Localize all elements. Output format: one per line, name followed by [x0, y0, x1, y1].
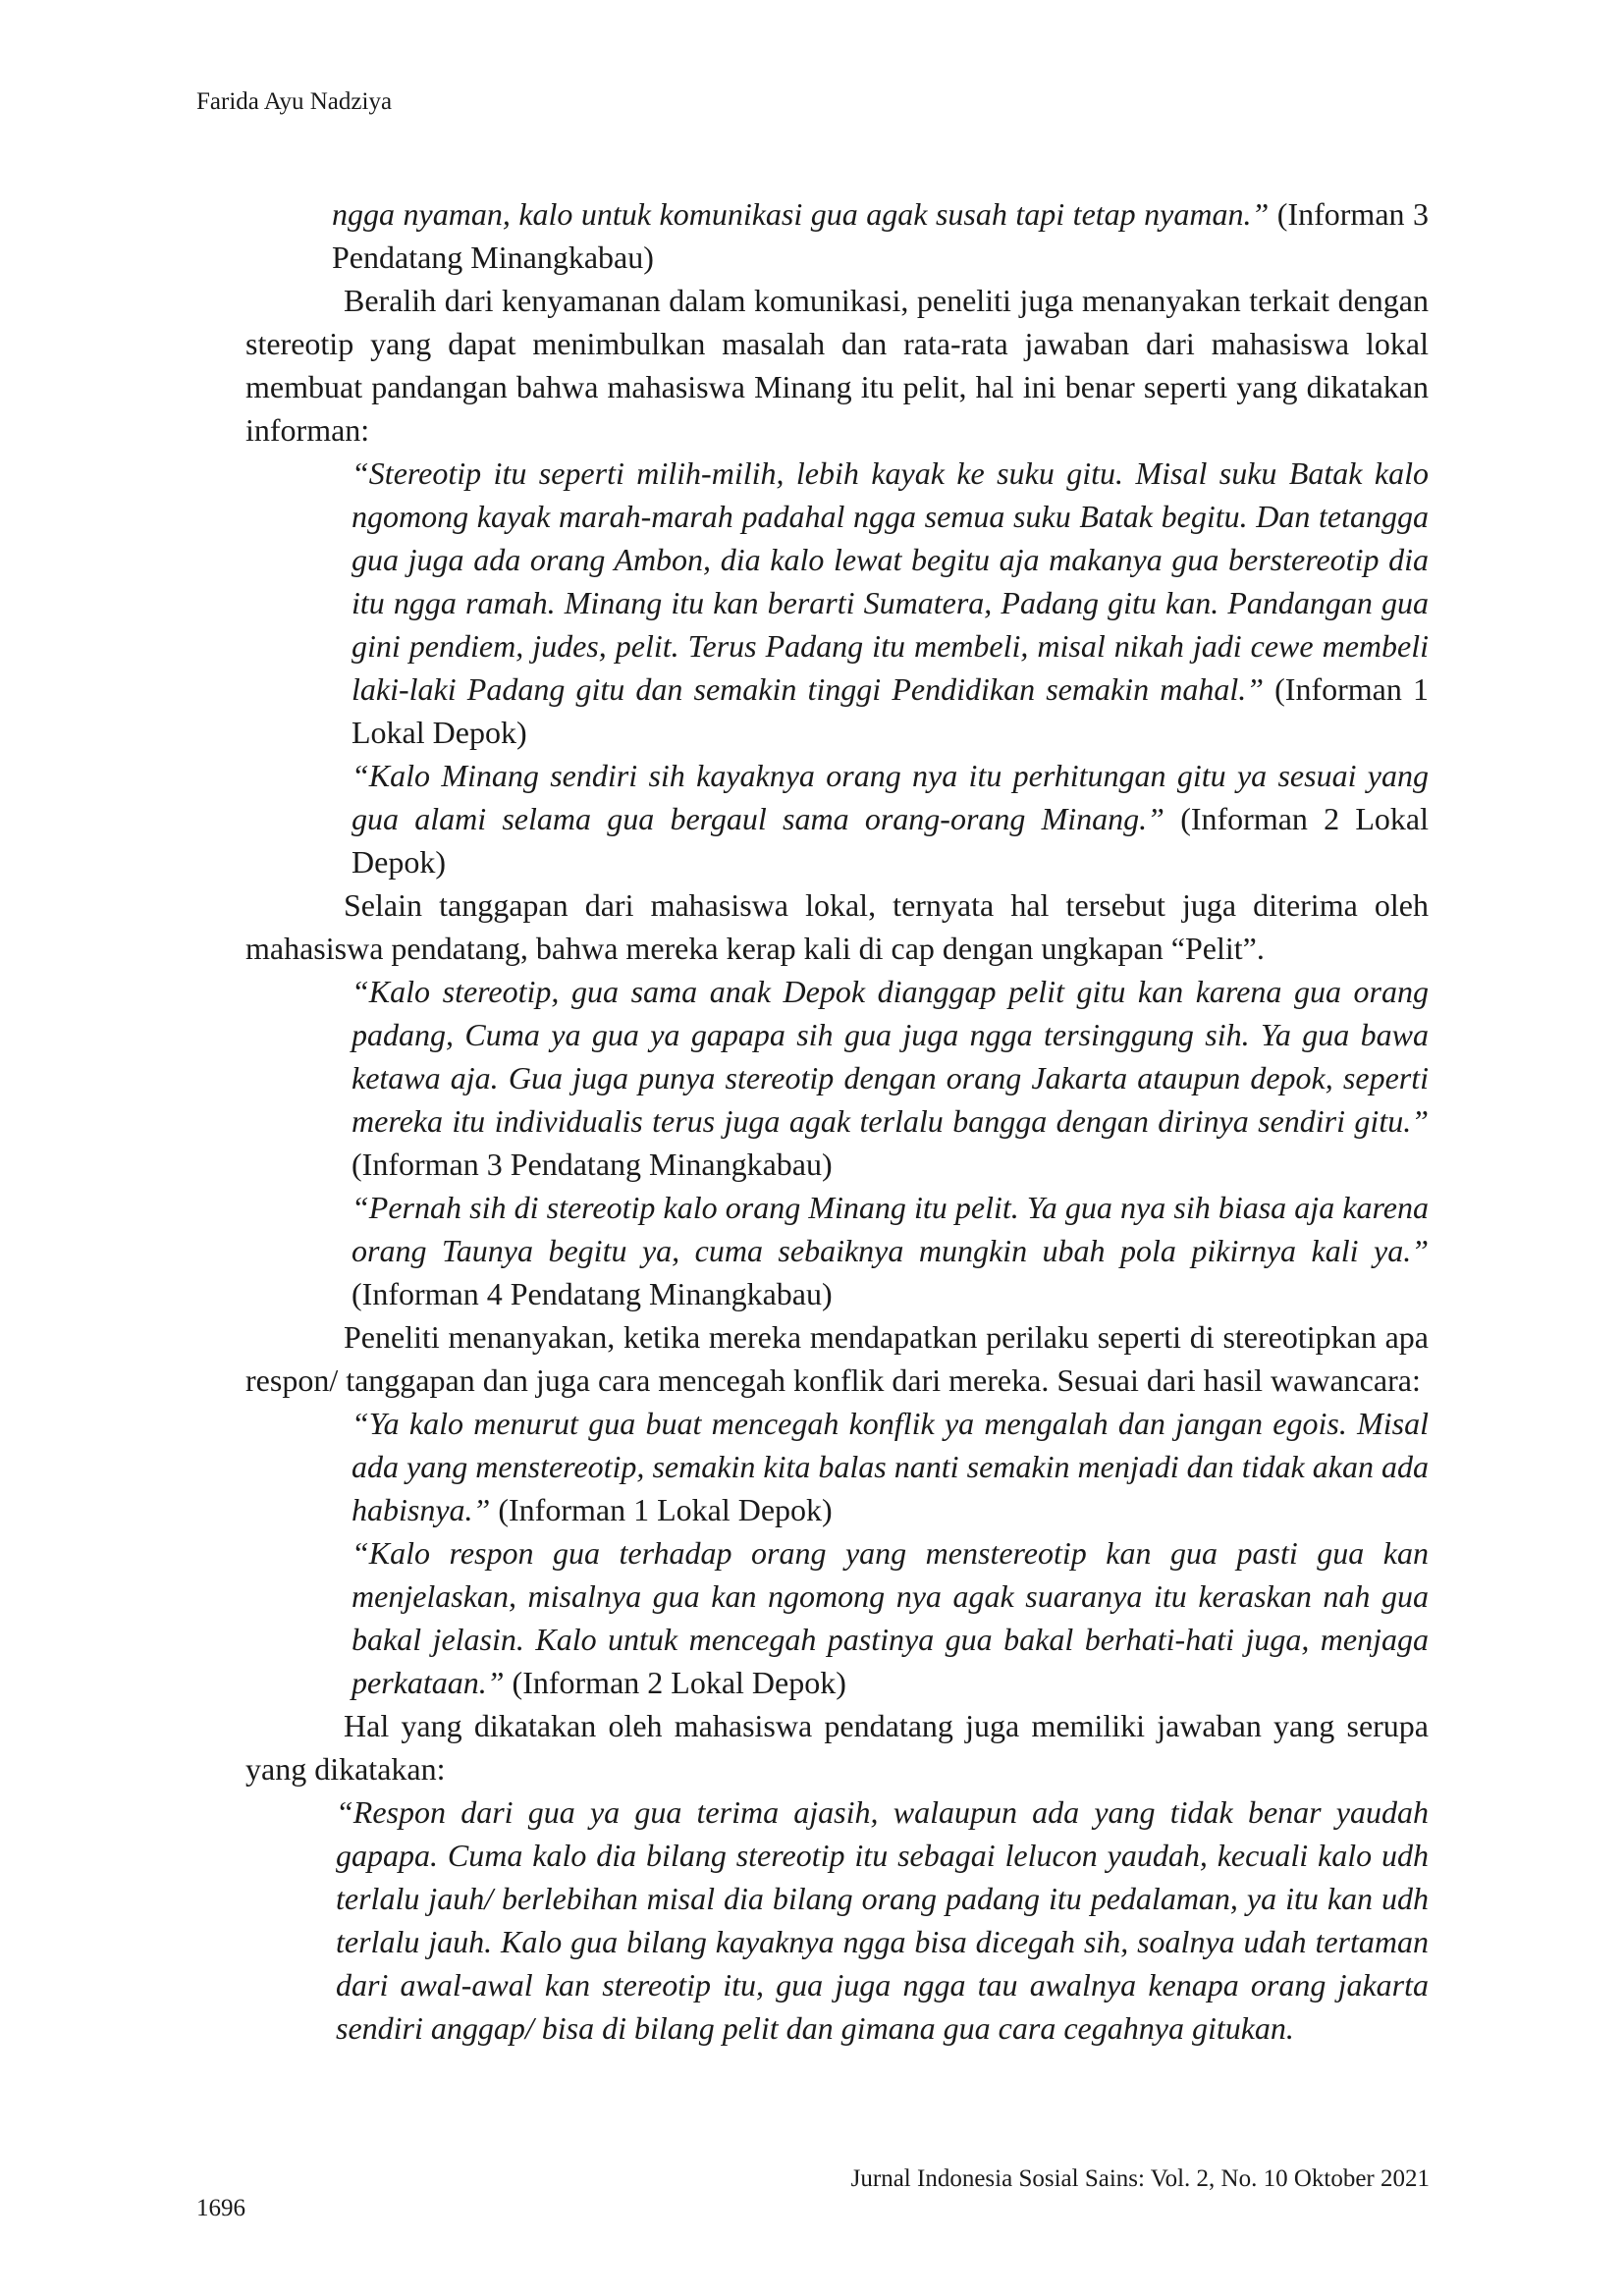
quote-text: “Stereotip itu seperti milih-milih, lebih kayak ke suku gitu. Misal suku Batak kalo ngomong kayak marah-marah padahal ngga semua suku Batak begitu. Dan tetangga gua juga ada orang Ambon, dia kalo lewat begitu aja makanya gua berstereotip dia itu ngga ramah. Minang itu kan berarti Sumatera, Padang gitu kan. Pandangan gua gini pendiem, judes, pelit. Terus Padang itu membeli, misal nikah jadi cewe membeli laki-laki Padang gitu dan semakin tinggi Pendidikan semakin mahal.” [352, 455, 1429, 707]
page-number: 1696 [196, 2195, 245, 2221]
interview-quote [352, 1402, 1429, 1531]
interview-quote [336, 1790, 1429, 2050]
quote-text: “Kalo stereotip, gua sama anak Depok dianggap pelit gitu kan karena gua orang padang, Cuma ya gua ya gapapa sih gua juga ngga tersinggung sih. Ya gua bawa ketawa aja. Gua juga punya stereotip dengan orang Jakarta ataupun depok, seperti mereka itu individualis terus juga agak terlalu bangga dengan dirinya sendiri gitu.” [352, 974, 1429, 1139]
footer-journal-info: Jurnal Indonesia Sosial Sains: Vol. 2, No. 10 Oktober 2021 [850, 2165, 1430, 2192]
article-body [245, 192, 1429, 2050]
interview-quote [332, 192, 1429, 279]
interview-quote [352, 1531, 1429, 1704]
quote-source: (Informan 1 Lokal Depok) [352, 671, 1429, 750]
quote-source: (Informan 2 Lokal Depok) [352, 801, 1430, 880]
body-paragraph: Beralih dari kenyamanan dalam komunikasi, peneliti juga menanyakan terkait dengan stereotip yang dapat menimbulkan masalah dan rata-rata jawaban dari mahasiswa lokal membuat pandangan bahwa mahasiswa Minang itu pelit, hal ini benar seperti yang dikatakan informan: [245, 283, 1429, 448]
interview-quote [352, 970, 1429, 1186]
quote-text: “Kalo Minang sendiri sih kayaknya orang nya itu perhitungan gitu ya sesuai yang gua alami selama gua bergaul sama orang-orang Minang.” [352, 758, 1429, 836]
running-head-author: Farida Ayu Nadziya [196, 88, 393, 115]
quote-source: (Informan 3 Pendatang Minangkabau) [352, 1147, 833, 1182]
body-paragraph: Peneliti menanyakan, ketika mereka mendapatkan perilaku seperti di stereotipkan apa respon/ tanggapan dan juga cara mencegah konflik dari mereka. Sesuai dari hasil wawancara: [245, 1319, 1429, 1398]
quote-source: (Informan 3 Pendatang Minangkabau) [332, 196, 1430, 275]
quote-source: (Informan 4 Pendatang Minangkabau) [352, 1276, 833, 1311]
quote-text: “Respon dari gua ya gua terima ajasih, walaupun ada yang tidak benar yaudah gapapa. Cuma kalo dia bilang stereotip itu sebagai lelucon yaudah, kecuali kalo udh terlalu jauh/ berlebihan misal dia bilang orang padang itu pedalaman, ya itu kan udh terlalu jauh. Kalo gua bilang kayaknya ngga bisa dicegah sih, soalnya udah tertaman dari awal-awal kan stereotip itu, gua juga ngga tau awalnya kenapa orang jakarta sendiri anggap/ bisa di bilang pelit dan gimana gua cara cegahnya gitukan. [336, 1794, 1429, 2046]
interview-quote [352, 1186, 1429, 1315]
quote-text: “Kalo respon gua terhadap orang yang menstereotip kan gua pasti gua kan menjelaskan, misalnya gua kan ngomong nya agak suaranya itu keraskan nah gua bakal jelasin. Kalo untuk mencegah pastinya gua bakal berhati-hati juga, menjaga perkataan.” [352, 1535, 1429, 1700]
quote-text: ngga nyaman, kalo untuk komunikasi gua agak susah tapi tetap nyaman.” [332, 196, 1270, 232]
quote-source: (Informan 1 Lokal Depok) [498, 1492, 833, 1527]
body-paragraph: Hal yang dikatakan oleh mahasiswa pendatang juga memiliki jawaban yang serupa yang dikatakan: [245, 1708, 1429, 1787]
interview-quote [352, 754, 1429, 883]
quote-text: “Ya kalo menurut gua buat mencegah konflik ya mengalah dan jangan egois. Misal ada yang menstereotip, semakin kita balas nanti semakin menjadi dan tidak akan ada habisnya.” [352, 1406, 1429, 1527]
interview-quote [352, 452, 1429, 754]
quote-source: (Informan 2 Lokal Depok) [512, 1665, 846, 1700]
body-paragraph: Selain tanggapan dari mahasiswa lokal, ternyata hal tersebut juga diterima oleh mahasiswa pendatang, bahwa mereka kerap kali di cap dengan ungkapan “Pelit”. [245, 887, 1429, 966]
quote-text: “Pernah sih di stereotip kalo orang Minang itu pelit. Ya gua nya sih biasa aja karena orang Taunya begitu ya, cuma sebaiknya mungkin ubah pola pikirnya kali ya.” [352, 1190, 1429, 1268]
